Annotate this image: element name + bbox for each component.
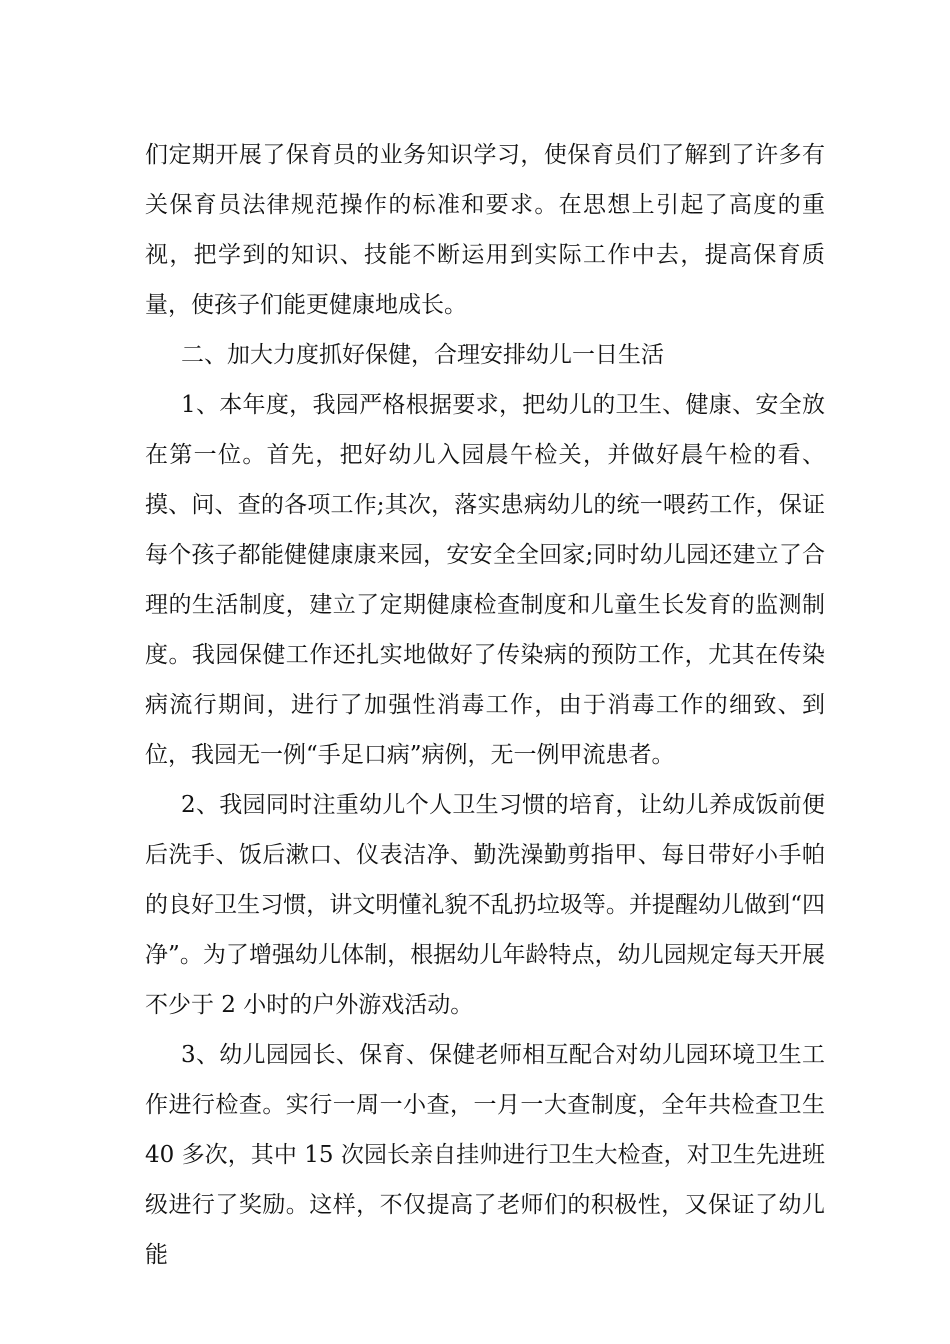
paragraph-item-2: 2、我园同时注重幼儿个人卫生习惯的培育，让幼儿养成饭前便后洗手、饭后漱口、仪表洁净、勤洗澡勤剪指甲、每日带好小手帕的良好卫生习惯，讲文明懂礼貌不乱扔垃圾等。并提醒幼儿做到“四净”。为了增强幼儿体制，根据幼儿年龄特点，幼儿园规定每天开展不少于 2 小时的户外游戏活动。	[145, 792, 825, 1018]
document-body	[145, 130, 825, 1280]
section-heading: 二、加大力度抓好保健，合理安排幼儿一日生活	[181, 342, 664, 368]
paragraph-continuation: 们定期开展了保育员的业务知识学习，使保育员们了解到了许多有关保育员法律规范操作的标准和要求。在思想上引起了高度的重视，把学到的知识、技能不断运用到实际工作中去，提高保育质量，使孩子们能更健康地成长。	[145, 142, 825, 318]
paragraph-item-3: 3、幼儿园园长、保育、保健老师相互配合对幼儿园环境卫生工作进行检查。实行一周一小查，一月一大查制度，全年共检查卫生 40 多次，其中 15 次园长亲自挂帅进行卫生大检查，对卫生先进班级进行了奖励。这样，不仅提高了老师们的积极性，又保证了幼儿能	[145, 1042, 825, 1268]
paragraph-item-1: 1、本年度，我园严格根据要求，把幼儿的卫生、健康、安全放在第一位。首先，把好幼儿入园晨午检关，并做好晨午检的看、摸、问、查的各项工作;其次，落实患病幼儿的统一喂药工作，保证每个孩子都能健健康康来园，安安全全回家;同时幼儿园还建立了合理的生活制度，建立了定期健康检查制度和儿童生长发育的监测制度。我园保健工作还扎实地做好了传染病的预防工作，尤其在传染病流行期间，进行了加强性消毒工作，由于消毒工作的细致、到位，我园无一例“手足口病”病例，无一例甲流患者。	[145, 392, 825, 768]
